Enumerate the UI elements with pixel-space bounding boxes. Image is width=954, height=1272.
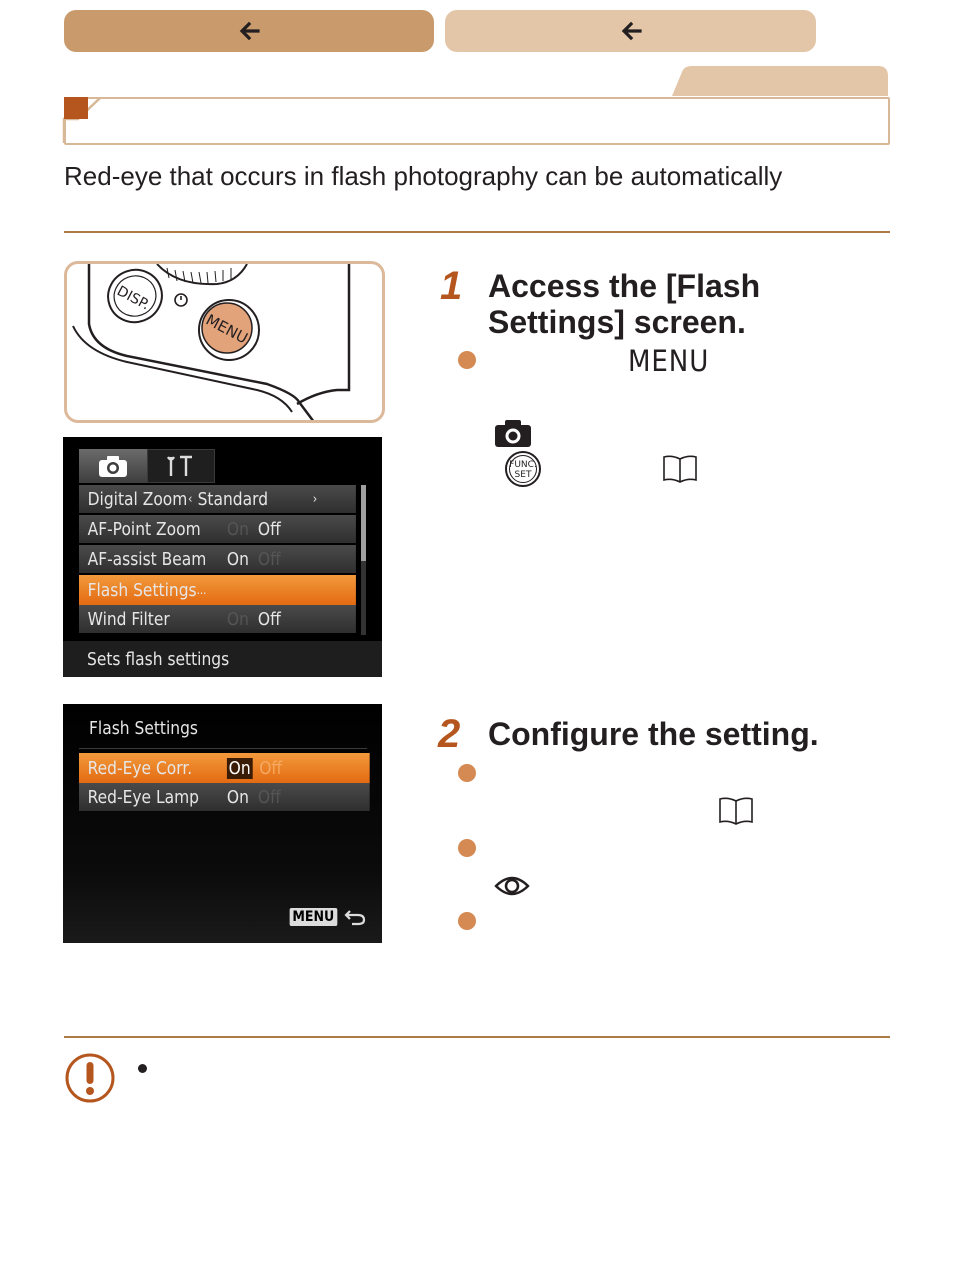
menu-row: Wind Filter On Off [79, 605, 317, 633]
menu-button-glyph: MENU [628, 344, 710, 378]
menu-row-selected: Flash Settings ... [79, 575, 317, 605]
step-title-2: Configure the setting. [488, 716, 819, 752]
menu-row: AF-Point Zoom On Off [79, 515, 317, 543]
section-marker [64, 97, 88, 119]
bullet [458, 351, 476, 369]
func-set-button-icon [504, 450, 542, 488]
menu-return-hint: MENU [287, 908, 366, 926]
intro-text: Red-eye that occurs in flash photography can be automatically [64, 161, 783, 191]
note-bullet [138, 1064, 147, 1073]
section-header-box [64, 97, 890, 145]
return-arrow-icon [344, 908, 366, 926]
caution-icon [64, 1052, 116, 1104]
arrow-left-icon [238, 20, 260, 42]
screen-title: Flash Settings [89, 718, 198, 739]
step-number-1: 1 [440, 264, 463, 308]
bullet [458, 764, 476, 782]
bullet [458, 839, 476, 857]
previous-page-button[interactable] [64, 10, 434, 52]
self-timer-icon [175, 294, 187, 306]
svg-text:SET: SET [514, 470, 532, 480]
camera-buttons-illustration [64, 261, 385, 423]
book-icon [662, 454, 698, 484]
bullet [458, 912, 476, 930]
red-eye-icon [494, 872, 530, 900]
disp-label: DISP. [114, 283, 153, 314]
step-title-1: Access the [Flash Settings] screen. [488, 268, 761, 340]
wrench-icon [166, 454, 196, 478]
chapter-tab [672, 66, 888, 96]
tab-setup [147, 449, 215, 483]
previous-section-button[interactable] [445, 10, 816, 52]
menu-button-label: MENU [202, 310, 251, 348]
menu-row: Digital Zoom ‹ Standard › [79, 485, 317, 513]
svg-text:FUNC.: FUNC. [509, 460, 537, 470]
menu-scrollbar [361, 485, 366, 635]
flash-settings-screen [63, 704, 382, 943]
arrow-left-icon [620, 20, 642, 42]
menu-row: AF-assist Beam On Off [79, 545, 317, 573]
camera-icon [98, 454, 128, 478]
menu-description: Sets flash settings [63, 641, 382, 677]
tab-shooting [79, 449, 147, 483]
step-number-2: 2 [438, 712, 461, 756]
red-eye-corr-row: Red-Eye Corr. On Off [79, 753, 317, 783]
red-eye-lamp-row: Red-Eye Lamp On Off [79, 783, 317, 811]
divider-top [64, 231, 890, 233]
camera-icon [494, 418, 532, 448]
camera-menu-screen [63, 437, 382, 677]
book-icon [718, 796, 754, 826]
divider-bottom [64, 1036, 890, 1038]
